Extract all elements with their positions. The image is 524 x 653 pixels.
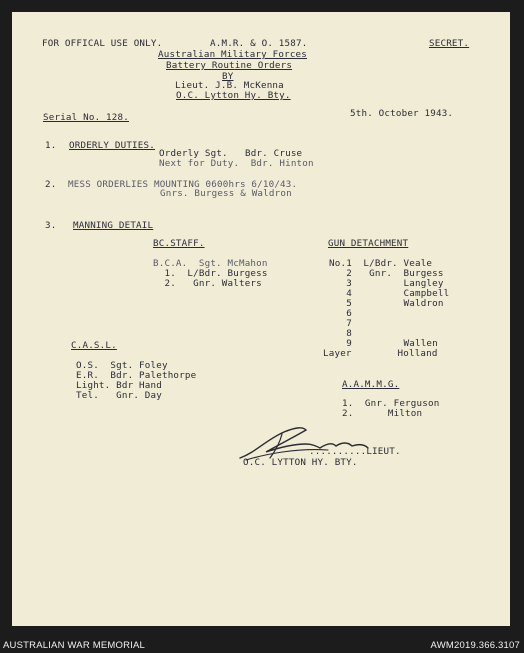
signature-dots: ..........LIEUT.: [309, 446, 401, 457]
document-page: [12, 12, 510, 626]
aamg-title: A.A.M.M.G.: [342, 379, 400, 390]
aamg-row: 1. Gnr. Ferguson: [342, 398, 440, 409]
gun-detachment-row: 6: [329, 308, 352, 319]
gun-detachment-row: 4 Campbell: [329, 288, 450, 299]
gun-detachment-row: 3 Langley: [329, 278, 444, 289]
classification-left: FOR OFFICAL USE ONLY.: [42, 38, 163, 49]
casl-row: E.R. Bdr. Palethorpe: [76, 370, 197, 381]
gun-detachment-title: GUN DETACHMENT: [328, 238, 409, 249]
section-2-line-2: Gnrs. Burgess & Waldron: [160, 188, 292, 199]
aamg-row: 2. Milton: [342, 408, 423, 419]
casl-row: O.S. Sgt. Foley: [76, 360, 168, 371]
by-line: BY: [222, 71, 234, 82]
bc-staff-row: B.C.A. Sgt. McMahon: [153, 258, 268, 269]
unit-line: O.C. Lytton Hy. Bty.: [176, 90, 291, 101]
section-3-number: 3.: [45, 220, 57, 231]
section-1-line-2: Next for Duty. Bdr. Hinton: [159, 158, 314, 169]
gun-detachment-row: 5 Waldron: [329, 298, 444, 309]
section-2-number: 2.: [45, 179, 57, 190]
order-reference: A.M.R. & O. 1587.: [210, 38, 308, 49]
casl-title: C.A.S.L.: [71, 340, 117, 351]
serial-number: Serial No. 128.: [43, 112, 129, 123]
bc-staff-title: BC.STAFF.: [153, 238, 205, 249]
gun-detachment-row: 2 Gnr. Burgess: [329, 268, 444, 279]
gun-detachment-row: No.1 L/Bdr. Veale: [329, 258, 433, 269]
gun-detachment-row: 9 Wallen: [329, 338, 438, 349]
org-line-1: Australian Military Forces: [158, 49, 308, 60]
gun-detachment-row: 8: [329, 328, 352, 339]
signature-title: O.C. LYTTON HY. BTY.: [243, 457, 358, 468]
footer-source: AUSTRALIAN WAR MEMORIAL: [3, 640, 146, 651]
section-1-number: 1.: [45, 140, 57, 151]
org-line-2: Battery Routine Orders: [166, 60, 293, 71]
footer-accession-number: AWM2019.366.3107: [430, 640, 520, 651]
author-line: Lieut. J.B. McKenna: [175, 80, 284, 91]
bc-staff-row: 1. L/Bdr. Burgess: [153, 268, 268, 279]
casl-row: Tel. Gnr. Day: [76, 390, 162, 401]
casl-row: Light. Bdr Hand: [76, 380, 162, 391]
order-date: 5th. October 1943.: [350, 108, 454, 119]
gun-detachment-row: Layer Holland: [323, 348, 438, 359]
classification-right: SECRET.: [429, 38, 470, 49]
gun-detachment-row: 7: [329, 318, 352, 329]
section-1-line-1: Orderly Sgt. Bdr. Cruse: [159, 148, 303, 159]
section-3-title: MANNING DETAIL: [73, 220, 154, 231]
section-1-title: ORDERLY DUTIES.: [69, 140, 155, 151]
bc-staff-row: 2. Gnr. Walters: [153, 278, 262, 289]
section-2-line-1: MESS ORDERLIES MOUNTING 0600hrs 6/10/43.: [68, 179, 298, 190]
